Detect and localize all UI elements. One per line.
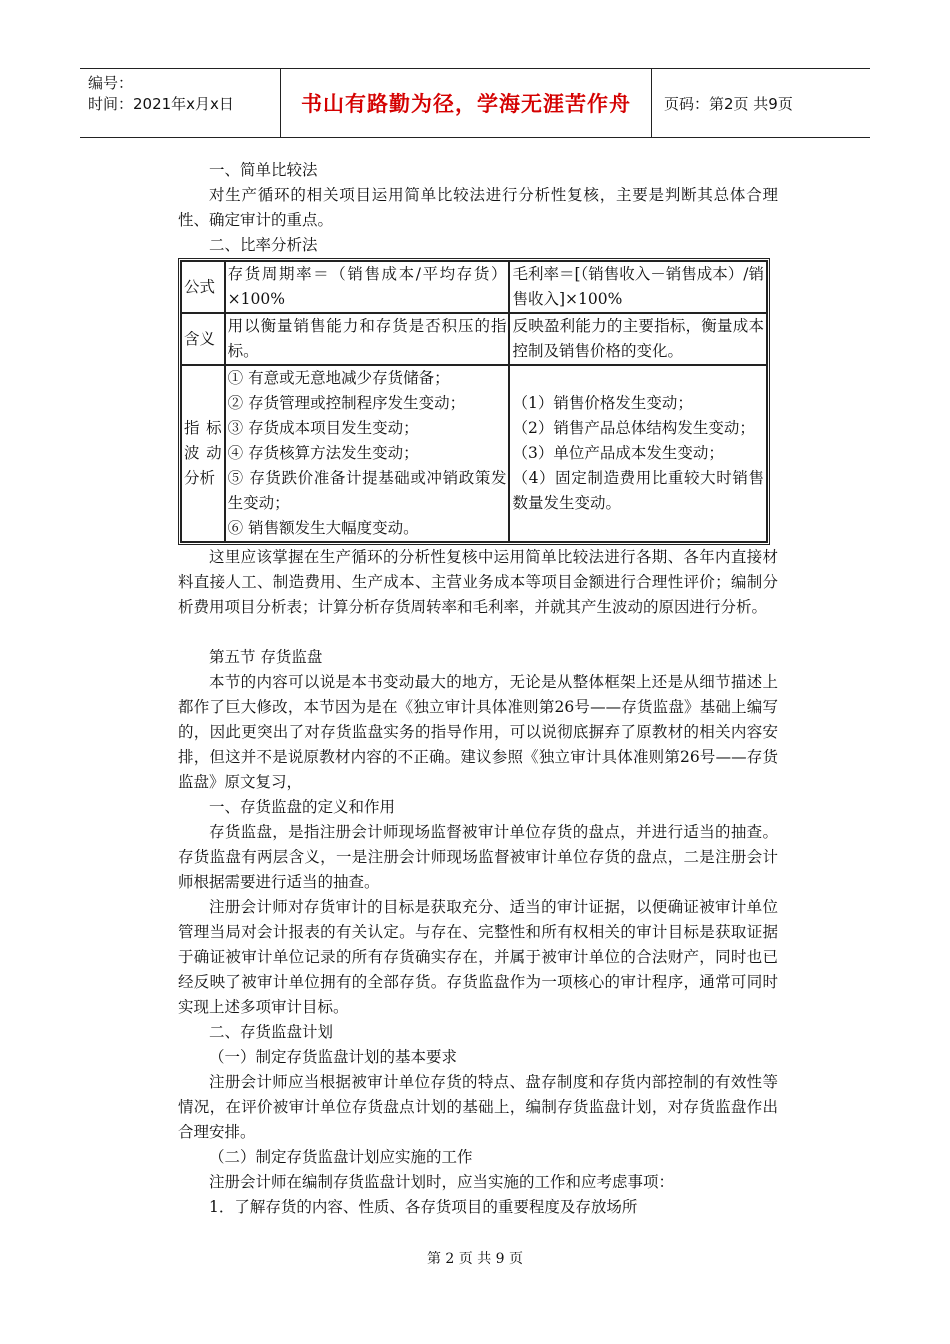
list-item: （4）固定制造费用比重较大时销售数量发生变动。	[512, 469, 764, 512]
list-item: ② 存货管理或控制程序发生变动；	[227, 394, 466, 412]
document-number-label: 编号：	[88, 74, 134, 92]
list-item: ⑥ 销售额发生大幅度变动。	[227, 519, 419, 537]
table-cell-turnover-meaning: 用以衡量销售能力和存货是否积压的指标。	[225, 313, 510, 365]
table-cell-turnover-fluctuation	[225, 365, 510, 542]
section-heading-simple-comparison: 一、简单比较法	[209, 161, 318, 179]
spacer	[178, 620, 778, 645]
table-row-fluctuation	[181, 365, 767, 542]
list-item: ③ 存货成本项目发生变动；	[227, 419, 419, 437]
list-item: （3）单位产品成本发生变动；	[512, 444, 724, 462]
list-item: （1）销售价格发生变动；	[512, 394, 693, 412]
table-row-formula	[181, 261, 767, 313]
paragraph-definition: 存货监盘，是指注册会计师现场监督被审计单位存货的盘点，并进行适当的抽查。存货监盘有两层含义，一是注册会计师现场监督被审计单位存货的盘点，二是注册会计师根据需要进行适当的抽查。	[178, 823, 778, 891]
table-cell-margin-formula: 毛利率＝[（销售收入－销售成本）/销售收入]×100%	[509, 261, 767, 313]
table-label-fluctuation: 指标波动分析	[181, 365, 225, 542]
list-item: （2）销售产品总体结构发生变动；	[512, 419, 755, 437]
table-label-meaning: 含义	[181, 313, 225, 365]
list-item-understand-inventory: 1．了解存货的内容、性质、各存货项目的重要程度及存放场所	[209, 1198, 638, 1216]
paragraph-audit-objectives: 注册会计师对存货审计的目标是获取充分、适当的审计证据，以便确证被审计单位管理当局对会计报表的有关认定。与存在、完整性和所有权相关的审计目标是获取证据于确证被审计单位记录的所有存货确实存在，并属于被审计单位的合法财产，同时也已经反映了被审计单位拥有的全部存货。存货监盘作为一项核心的审计程序，通常可同时实现上述多项审计目标。	[178, 898, 778, 1016]
section-heading-ratio-analysis: 二、比率分析法	[209, 236, 318, 254]
paragraph-section-intro: 本节的内容可以说是本书变动最大的地方，无论是从整体框架上还是从细节描述上都作了巨大修改，本节因为是在《独立审计具体准则第26号——存货监盘》基础上编写的，因此更突出了对存货监盘实务的指导作用，可以说彻底摒弃了原教材的相关内容安排，但这并不是说原教材内容的不正确。建议参照《独立审计具体准则第26号——存货监盘》原文复习，	[178, 673, 778, 791]
paragraph-basic-requirements: 注册会计师应当根据被审计单位存货的特点、盘存制度和存货内部控制的有效性等情况，在评价被审计单位存货盘点计划的基础上，编制存货监盘计划，对存货监盘作出合理安排。	[178, 1073, 778, 1141]
heading-observation-plan: 二、存货监盘计划	[209, 1023, 334, 1041]
document-body	[178, 158, 778, 1220]
list-item: ⑤ 存货跌价准备计提基础或冲销政策发生变动；	[227, 469, 507, 512]
table-cell-turnover-formula: 存货周期率＝（销售成本/平均存货）×100%	[225, 261, 510, 313]
page-footer: 第 2 页 共 9 页	[426, 1251, 524, 1267]
header-motto: 书山有路勤为径，学海无涯苦作舟	[280, 69, 652, 137]
document-date: 时间：2021年x月x日	[88, 95, 234, 113]
header-info	[80, 69, 280, 137]
subheading-basic-requirements: （一）制定存货监盘计划的基本要求	[209, 1048, 458, 1066]
paragraph-after-table: 这里应该掌握在生产循环的分析性复核中运用简单比较法进行各期、各年内直接材料直接人工、制造费用、生产成本、主营业务成本等项目金额进行合理性评价；编制分析费用项目分析表；计算分析存货周转率和毛利率，并就其产生波动的原因进行分析。	[178, 548, 778, 616]
subheading-required-work: （二）制定存货监盘计划应实施的工作	[209, 1148, 473, 1166]
list-item: ① 有意或无意地减少存货储备；	[227, 369, 450, 387]
table-label-formula: 公式	[181, 261, 225, 313]
heading-definition: 一、存货监盘的定义和作用	[209, 798, 396, 816]
paragraph-simple-comparison: 对生产循环的相关项目运用简单比较法进行分析性复核，主要是判断其总体合理性、确定审计的重点。	[178, 186, 778, 229]
page-header	[80, 68, 870, 138]
table-cell-margin-fluctuation	[509, 365, 767, 542]
section-title-inventory-observation: 第五节 存货监盘	[209, 648, 323, 666]
table-cell-margin-meaning: 反映盈利能力的主要指标，衡量成本控制及销售价格的变化。	[509, 313, 767, 365]
ratio-analysis-table	[178, 258, 770, 545]
header-page-info: 页码：第2页 共9页	[664, 94, 793, 113]
list-item: ④ 存货核算方法发生变动；	[227, 444, 419, 462]
table-row-meaning	[181, 313, 767, 365]
paragraph-required-work: 注册会计师在编制存货监盘计划时，应当实施的工作和应考虑事项：	[209, 1173, 675, 1191]
